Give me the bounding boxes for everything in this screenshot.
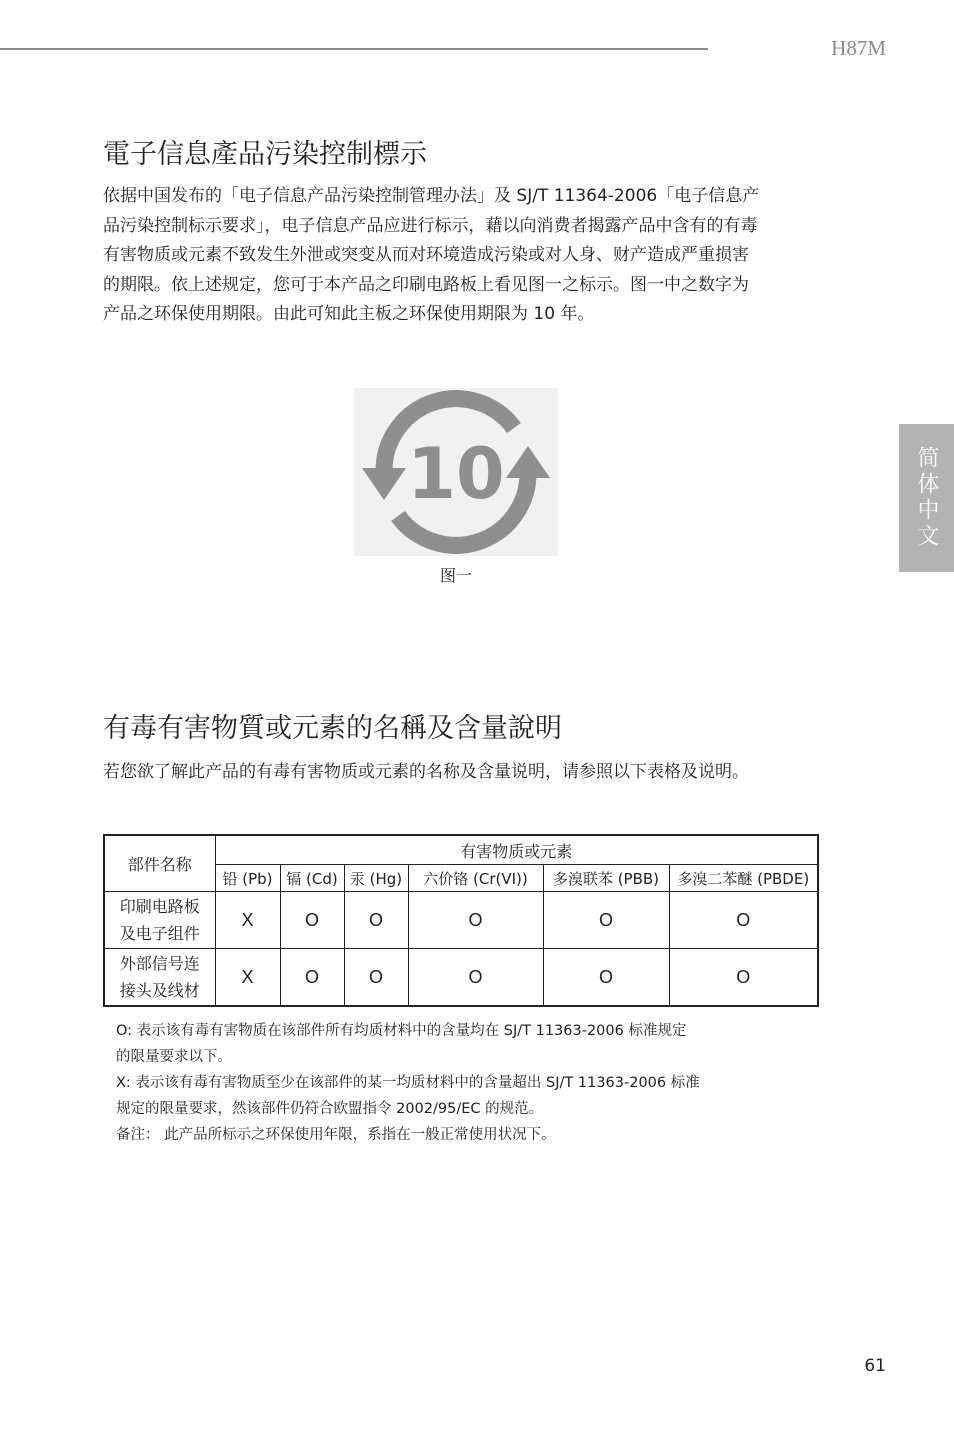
header-rule — [0, 48, 708, 50]
part-name-line: 及电子组件 — [119, 924, 200, 943]
model-name: H87M — [831, 36, 886, 60]
page-number: 61 — [864, 1356, 886, 1376]
hazard-table — [103, 834, 819, 1007]
hazard-group-header: 有害物质或元素 — [215, 835, 818, 865]
section1-body: 依据中国发布的「电子信息产品污染控制管理办法」及 SJ/T 11364-2006「电子信息产品污染控制标示要求」，电子信息产品应进行标示，藉以向消费者揭露产品中含有的有毒有害物质或元素不致发生外泄或突变从而对环境造成污染或对人身、财产造成严重损害的期限。依上述规定，您可于本产品之印刷电路板上看见图一之标示。图一中之数字为产品之环保使用期限。由此可知此主板之环保使用期限为 10 年。 — [103, 186, 760, 324]
section1-title: 電子信息產品污染控制標示 — [103, 139, 427, 170]
section2-body: 若您欲了解此产品的有毒有害物质或元素的名称及含量说明，请参照以下表格及说明。 — [103, 762, 749, 782]
table-notes — [116, 1018, 796, 1148]
table-cell: O — [543, 892, 669, 949]
language-tab-label: 简体中文 — [914, 446, 939, 550]
table-row — [104, 949, 818, 1007]
note-o-line2: 的限量要求以下。 — [116, 1049, 232, 1065]
table-cell: O — [408, 949, 543, 1007]
note-x-line2: 规定的限量要求，然该部件仍符合欧盟指令 2002/95/EC 的规范。 — [116, 1101, 544, 1117]
recycle-arrows-icon — [354, 388, 558, 556]
table-cell: X — [215, 892, 280, 949]
note-o-line1: O: 表示该有毒有害物质在该部件所有均质材料中的含量均在 SJ/T 11363-2006 标准规定 — [116, 1023, 687, 1039]
note-x-line1: X: 表示该有毒有害物质至少在该部件的某一均质材料中的含量超出 SJ/T 11363-2006 标准 — [116, 1075, 700, 1091]
table-cell: X — [215, 949, 280, 1007]
figure-caption: 图一 — [439, 566, 472, 585]
element-header-hg: 汞 (Hg) — [344, 865, 408, 892]
note-remark: 备注： 此产品所标示之环保使用年限，系指在一般正常使用状况下。 — [116, 1127, 556, 1143]
logo-number: 10 — [407, 433, 505, 515]
element-header-pbb: 多溴联苯 (PBB) — [543, 865, 669, 892]
part-name-cell — [104, 949, 215, 1007]
table-cell: O — [669, 949, 818, 1007]
language-tab — [899, 424, 954, 572]
element-header-cd: 镉 (Cd) — [280, 865, 344, 892]
part-name-cell — [104, 892, 215, 949]
section2-title: 有毒有害物質或元素的名稱及含量說明 — [103, 713, 562, 744]
element-header-pb: 铅 (Pb) — [215, 865, 280, 892]
table-cell: O — [408, 892, 543, 949]
efup-logo — [354, 388, 558, 556]
table-cell: O — [344, 892, 408, 949]
table-cell: O — [344, 949, 408, 1007]
element-header-cr6: 六价铬 (Cr(VI)) — [408, 865, 543, 892]
table-cell: O — [280, 949, 344, 1007]
table-cell: O — [280, 892, 344, 949]
part-name-line: 接头及线材 — [119, 981, 200, 1000]
table-cell: O — [543, 949, 669, 1007]
table-row — [104, 892, 818, 949]
part-name-header: 部件名称 — [104, 835, 215, 892]
part-name-line: 外部信号连 — [119, 954, 200, 973]
table-cell: O — [669, 892, 818, 949]
part-name-line: 印刷电路板 — [119, 897, 200, 916]
element-header-pbde: 多溴二苯醚 (PBDE) — [669, 865, 818, 892]
